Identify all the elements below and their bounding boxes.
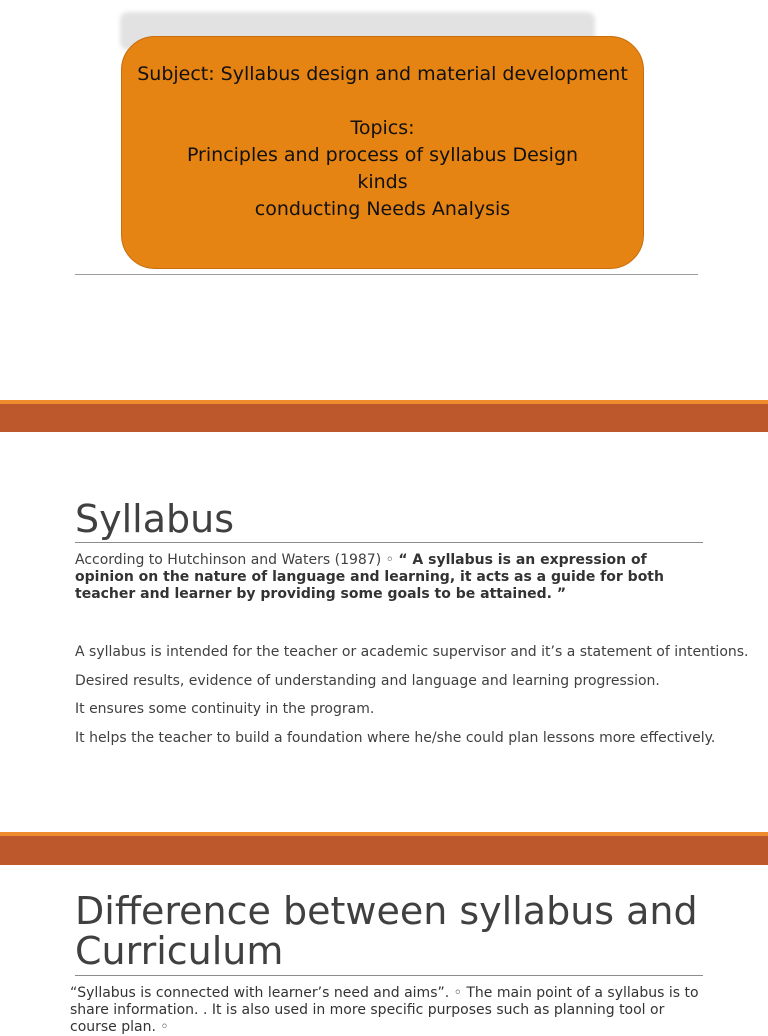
definition-quote — [75, 552, 700, 603]
title-underline — [75, 975, 703, 976]
list-item: A syllabus is intended for the teacher or academic supervisor and it’s a statement of intentions. — [75, 644, 749, 660]
topic-item: Principles and process of syllabus Design — [186, 144, 579, 166]
topics-block — [122, 115, 643, 223]
topic-item: conducting Needs Analysis — [254, 198, 511, 220]
divider-line — [75, 274, 698, 275]
slide-separator-band — [0, 832, 768, 865]
slide-title: Difference between syllabus and Curriculum — [75, 889, 698, 973]
bullet-list — [75, 644, 749, 758]
topics-heading: Topics: — [350, 117, 415, 139]
list-item: Desired results, evidence of understanding and language and learning progression. — [75, 672, 660, 689]
slide-3 — [0, 865, 768, 1035]
title-underline — [75, 542, 703, 543]
slide-body-text: “Syllabus is connected with learner’s need and aims”. ◦ The main point of a syllabus is to share information. . It is also used in more specific purposes such as planning tool or course plan. ◦ — [70, 985, 699, 1035]
subject-text: Subject: Syllabus design and material development — [137, 63, 628, 85]
slide-title: Syllabus — [75, 497, 235, 541]
slide-separator-band — [0, 400, 768, 432]
slide-2 — [0, 432, 768, 832]
subject-topics-box — [121, 36, 644, 269]
topic-item: kinds — [357, 171, 408, 193]
list-item: It ensures some continuity in the program. — [75, 701, 375, 717]
quote-intro: According to Hutchinson and Waters (1987) ◦ — [75, 552, 399, 568]
list-item: It helps the teacher to build a foundation where he/she could plan lessons more effectively. — [75, 729, 716, 746]
quote-bold: “ A syllabus is an expression of opinion on the nature of language and learning, it acts as a guide for both teacher and learner by providing some goals to be attained. ” — [75, 552, 664, 602]
slide-1 — [0, 0, 768, 400]
